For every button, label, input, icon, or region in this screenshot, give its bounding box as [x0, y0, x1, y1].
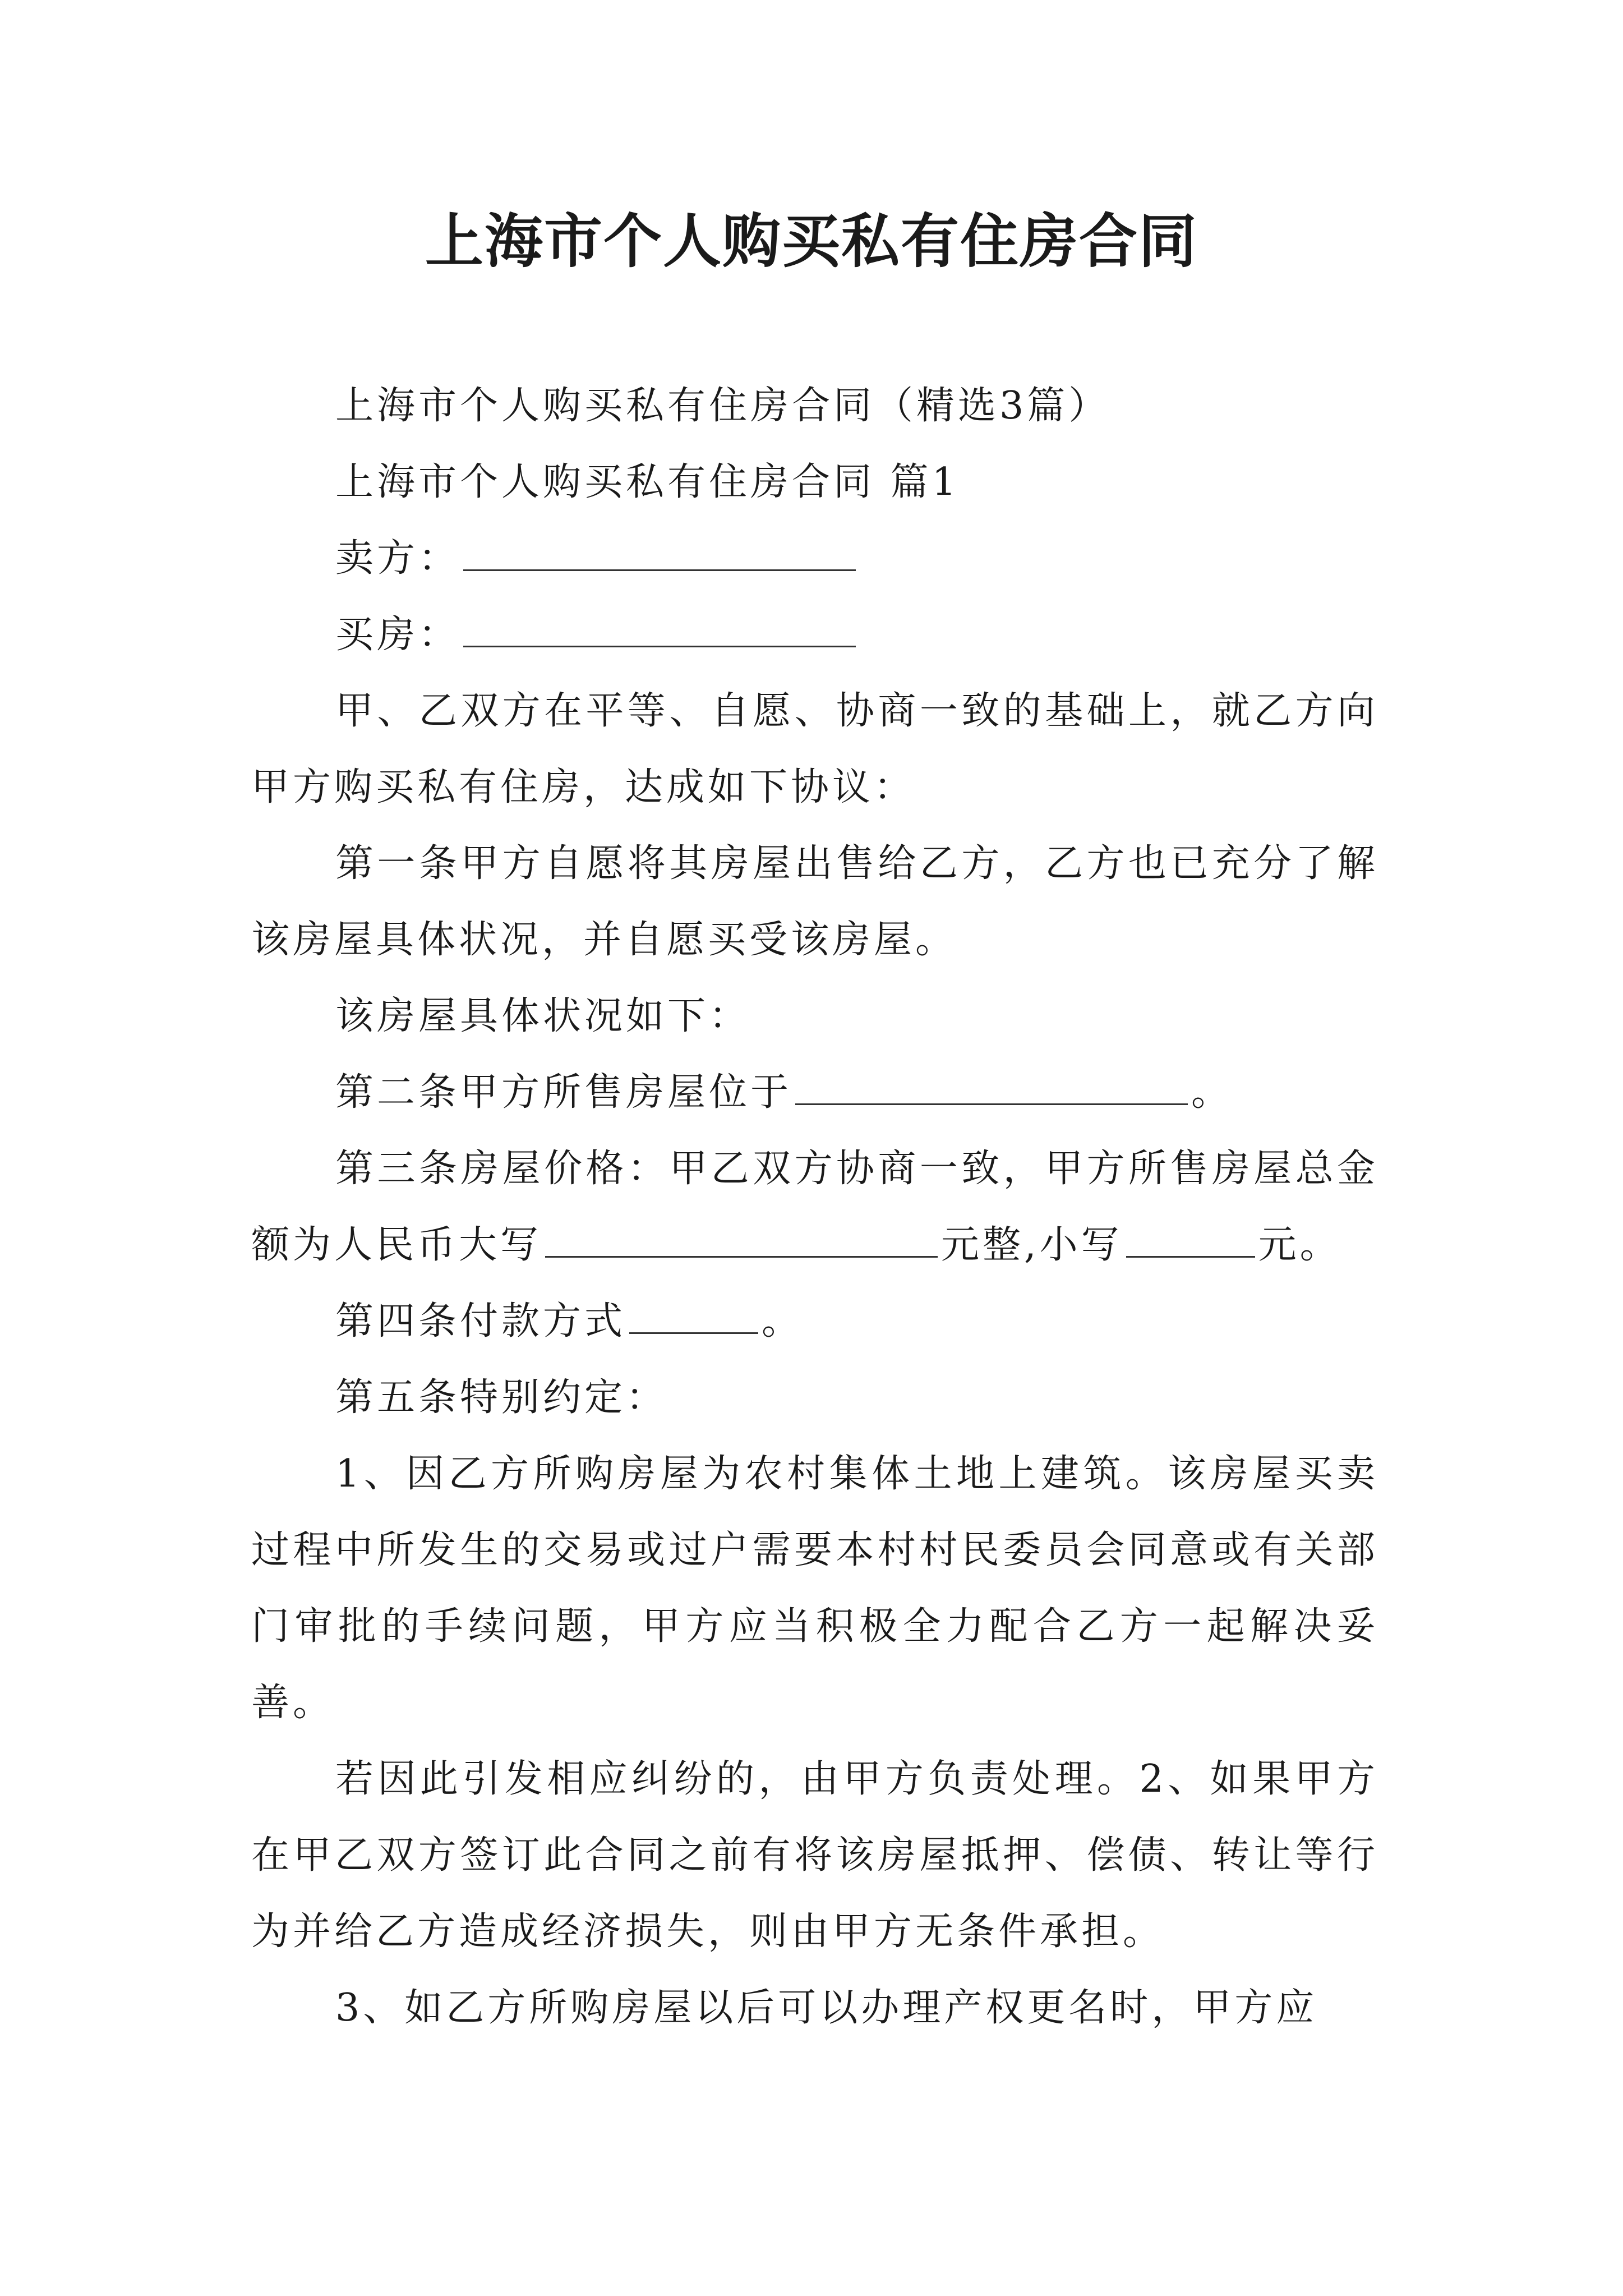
- article-3-prefix: 第三条房屋价格：甲乙双方协商一致，甲方所售房屋总金额为人民币大写: [251, 1147, 1378, 1267]
- article-2-prefix: 第二条甲方所售房屋位于: [335, 1070, 792, 1115]
- seller-line: [251, 521, 1378, 597]
- document-title: 上海市个人购买私有住房合同: [425, 206, 1198, 275]
- article-5: 第五条特别约定：: [335, 1375, 668, 1420]
- payment-method-blank: [629, 1292, 758, 1334]
- document-body: [251, 368, 1378, 2046]
- clause-2: 若因此引发相应纠纷的，由甲方负责处理。2、如果甲方在甲乙双方签订此合同之前有将该房屋抵押、偿债、转让等行为并给乙方造成经济损失，则由甲方无条件承担。: [251, 1757, 1378, 1954]
- seller-blank: [463, 529, 856, 571]
- article-2: [251, 1055, 1378, 1131]
- article-3-suffix: 元。: [1258, 1223, 1341, 1267]
- article-1: 第一条甲方自愿将其房屋出售给乙方，乙方也已充分了解该房屋具体状况，并自愿买受该房屋。: [251, 841, 1378, 962]
- buyer-line: [251, 597, 1378, 673]
- seller-label: 卖方：: [335, 536, 460, 581]
- article-4-prefix: 第四条付款方式: [335, 1299, 626, 1343]
- buyer-label: 买房：: [335, 613, 460, 657]
- article-2-suffix: 。: [1191, 1070, 1233, 1115]
- article-3-mid: 元整,小写: [941, 1223, 1123, 1267]
- section-heading: 上海市个人购买私有住房合同 篇1: [335, 460, 960, 504]
- article-4-suffix: 。: [762, 1299, 804, 1343]
- condition-heading: 该房屋具体状况如下：: [335, 994, 751, 1038]
- amount-lowercase-blank: [1126, 1216, 1255, 1258]
- buyer-blank: [463, 605, 856, 647]
- document-subtitle: 上海市个人购买私有住房合同（精选3篇）: [335, 384, 1110, 428]
- location-blank: [795, 1063, 1188, 1105]
- intro-paragraph: 甲、乙双方在平等、自愿、协商一致的基础上，就乙方向甲方购买私有住房，达成如下协议：: [251, 689, 1378, 809]
- clause-1: 1、因乙方所购房屋为农村集体土地上建筑。该房屋买卖过程中所发生的交易或过户需要本村村民委员会同意或有关部门审批的手续问题，甲方应当积极全力配合乙方一起解决妥善。: [251, 1452, 1378, 1725]
- amount-uppercase-blank: [545, 1216, 938, 1258]
- clause-3: 3、如乙方所购房屋以后可以办理产权更名时，甲方应: [335, 1986, 1318, 2030]
- article-4: [251, 1283, 1378, 1360]
- article-3: [251, 1131, 1378, 1283]
